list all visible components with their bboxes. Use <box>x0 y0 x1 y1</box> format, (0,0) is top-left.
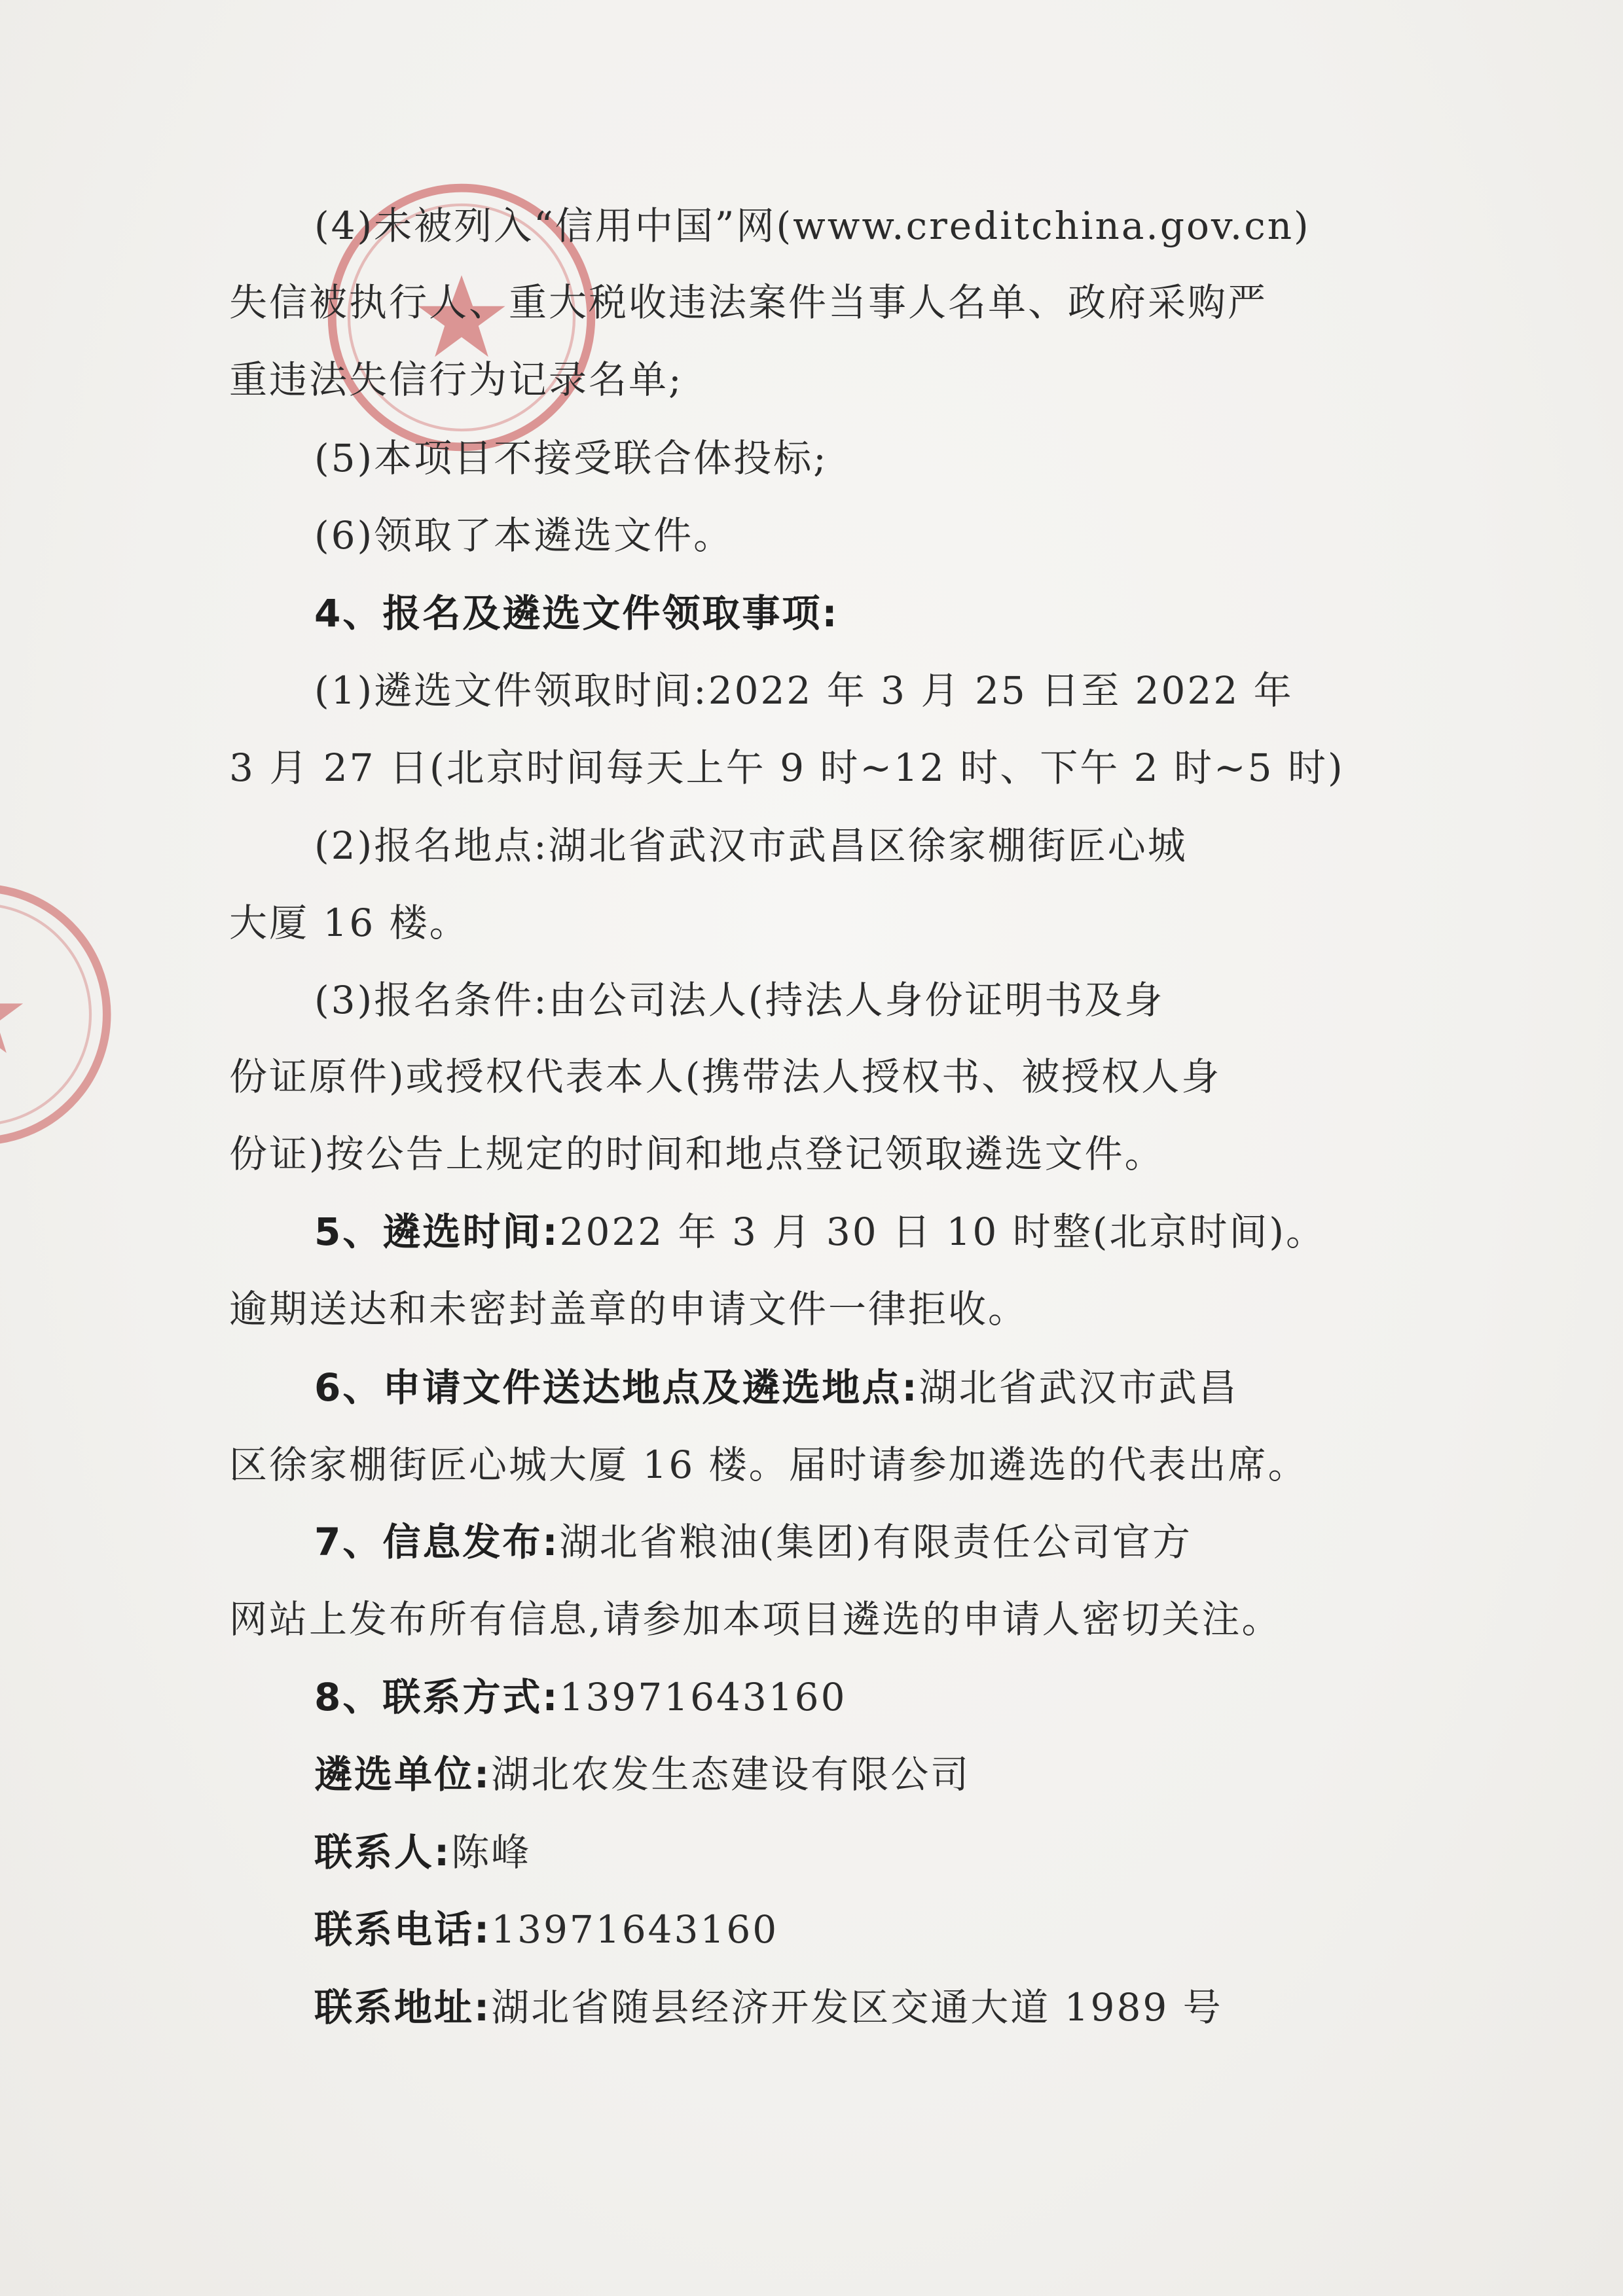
line-criteria-6: (6)领取了本遴选文件。 <box>314 513 734 558</box>
contact-unit-label: 遴选单位: <box>314 1752 492 1797</box>
section-5-cont: 逾期送达和未密封盖章的申请文件一律拒收。 <box>229 1287 1029 1331</box>
contact-phone-value: 13971643160 <box>491 1907 779 1952</box>
section-7-cont: 网站上发布所有信息,请参加本项目遴选的申请人密切关注。 <box>229 1597 1282 1641</box>
section-6-text: 湖北省武汉市武昌 <box>919 1365 1239 1410</box>
line-criteria-4-cont-2: 重违法失信行为记录名单; <box>229 357 684 402</box>
section-4-heading: 4、报名及遴选文件领取事项: <box>314 591 839 636</box>
line-criteria-4: (4)未被列入“信用中国”网(www.creditchina.gov.cn) <box>314 204 1311 248</box>
section-6-label: 6、申请文件送达地点及遴选地点: <box>314 1365 919 1410</box>
contact-address <box>314 1981 1480 2034</box>
section-7-label: 7、信息发布: <box>314 1520 560 1564</box>
contact-unit-value: 湖北农发生态建设有限公司 <box>491 1752 971 1797</box>
line-4-3: (3)报名条件:由公司法人(持法人身份证明书及身 <box>314 978 1165 1022</box>
section-5 <box>314 1206 1480 1258</box>
section-7 <box>314 1516 1480 1568</box>
contact-address-label: 联系地址: <box>314 1985 492 2030</box>
contact-phone-label: 联系电话: <box>314 1907 492 1952</box>
line-criteria-5: (5)本项目不接受联合体投标; <box>314 436 828 480</box>
contact-unit <box>314 1748 1480 1801</box>
line-4-2-cont: 大厦 16 楼。 <box>229 901 469 945</box>
section-7-text: 湖北省粮油(集团)有限责任公司官方 <box>559 1520 1192 1564</box>
section-6-cont: 区徐家棚街匠心城大厦 16 楼。届时请参加遴选的代表出席。 <box>229 1443 1308 1487</box>
section-8-label: 8、联系方式: <box>314 1675 560 1719</box>
section-8-phone: 13971643160 <box>559 1675 847 1719</box>
section-5-text: 2022 年 3 月 30 日 10 时整(北京时间)。 <box>559 1210 1326 1254</box>
section-8 <box>314 1671 1480 1723</box>
line-criteria-4-cont-1: 失信被执行人、重大税收违法案件当事人名单、政府采购严 <box>229 280 1268 325</box>
line-4-3-cont-2: 份证)按公告上规定的时间和地点登记领取遴选文件。 <box>229 1132 1165 1176</box>
contact-person-value: 陈峰 <box>451 1830 532 1874</box>
contact-address-value: 湖北省随县经济开发区交通大道 1989 号 <box>491 1985 1223 2030</box>
section-5-label: 5、遴选时间: <box>314 1210 560 1254</box>
contact-phone <box>314 1903 1480 1956</box>
line-4-3-cont-1: 份证原件)或授权代表本人(携带法人授权书、被授权人身 <box>229 1054 1222 1099</box>
line-4-2: (2)报名地点:湖北省武汉市武昌区徐家棚街匠心城 <box>314 823 1188 868</box>
line-4-1-cont: 3 月 27 日(北京时间每天上午 9 时~12 时、下午 2 时~5 时) <box>229 745 1345 790</box>
contact-person <box>314 1826 1480 1878</box>
section-6 <box>314 1361 1480 1414</box>
line-4-1: (1)遴选文件领取时间:2022 年 3 月 25 日至 2022 年 <box>314 668 1294 713</box>
contact-person-label: 联系人: <box>314 1830 452 1874</box>
